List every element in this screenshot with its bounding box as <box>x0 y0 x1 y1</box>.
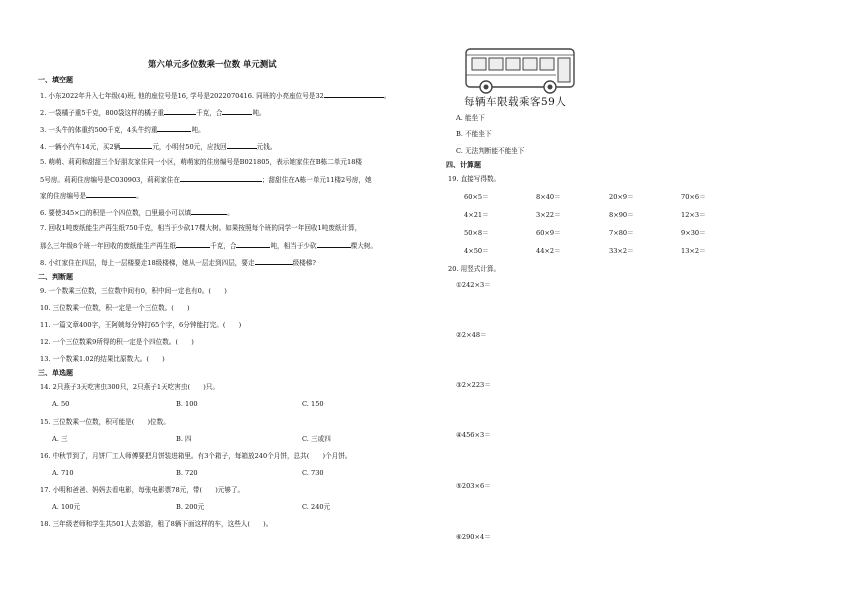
question-19: 19. 直接写得数。 <box>448 175 501 183</box>
option-b[interactable]: B. 不能坐下 <box>456 130 492 138</box>
answer-blank[interactable] <box>191 207 227 215</box>
option-b[interactable]: B. 100 <box>176 400 198 408</box>
question-7-end: 棵大树。 <box>350 242 377 250</box>
question-8-end: 级楼梯? <box>292 259 316 267</box>
question-5-text-2: 5号房。莉莉住房编号是C030903，莉莉家住在 <box>40 176 180 184</box>
question-9: 9. 一个数乘三位数，三位数中间有0，积中间一定也有0。( ) <box>40 287 227 295</box>
question-4-end: 元钱。 <box>256 143 277 151</box>
answer-blank[interactable] <box>157 124 191 132</box>
oral-calc-item: 70×6＝ <box>681 193 706 201</box>
oral-calc-item: 4×21＝ <box>464 211 489 219</box>
question-10: 10. 三位数乘一位数，积一定是一个三位数。( ) <box>40 304 190 312</box>
answer-blank[interactable] <box>222 107 252 115</box>
vertical-calc-item: ④456×3＝ <box>456 431 491 439</box>
oral-calc-item: 13×2＝ <box>681 247 706 255</box>
oral-calc-item: 9×30＝ <box>681 229 706 237</box>
answer-blank[interactable] <box>324 90 384 98</box>
question-15: 15. 三位数乘一位数，积可能是( )位数。 <box>40 418 170 426</box>
answer-blank[interactable] <box>180 174 262 182</box>
question-1-end: 。 <box>383 92 391 100</box>
section-heading-calculation: 四、计算题 <box>446 161 481 169</box>
option-c[interactable]: C. 150 <box>302 400 324 408</box>
question-11: 11. 一篇文章400字，王阿姨每分钟打65个字，6分钟能打完。( ) <box>40 321 242 329</box>
option-a[interactable]: A. 100元 <box>52 503 81 511</box>
question-2-text: 2. 一袋橘子重5千克，800袋这样的橘子重 <box>40 109 165 117</box>
option-a[interactable]: A. 710 <box>52 469 74 477</box>
answer-blank[interactable] <box>164 107 196 115</box>
answer-blank[interactable] <box>317 240 351 248</box>
question-4-text: 4. 一辆小汽车14元，买2辆 <box>40 143 121 151</box>
question-8 <box>40 257 316 267</box>
option-a[interactable]: A. 三 <box>52 435 68 443</box>
vertical-calc-item: ②2×48＝ <box>456 331 487 339</box>
option-b[interactable]: B. 四 <box>176 435 192 443</box>
question-3-end: 吨。 <box>191 126 205 134</box>
page-title: 第六单元多位数乘一位数 单元测试 <box>148 59 277 69</box>
question-7-text-3: 千克，合 <box>210 242 237 250</box>
question-5-line-3 <box>40 190 143 200</box>
vertical-calc-item: ③2×223＝ <box>456 381 491 389</box>
question-5-end: 。 <box>136 192 143 200</box>
vertical-calc-item: ⑥290×4＝ <box>456 533 491 541</box>
section-heading-multiple-choice: 三、单选题 <box>38 369 73 377</box>
oral-calc-item: 8×40＝ <box>536 193 561 201</box>
oral-calc-item: 50×8＝ <box>464 229 489 237</box>
oral-calc-item: 4×50＝ <box>464 247 489 255</box>
answer-blank[interactable] <box>86 190 136 198</box>
question-8-text: 8. 小红家住在四层，每上一层楼要走18级楼梯，她从一层走到四层，要走 <box>40 259 255 267</box>
question-5-line-2 <box>40 174 372 184</box>
question-17: 17. 小明和爸爸、妈妈去看电影，每张电影票78元，带( )元够了。 <box>40 486 245 494</box>
question-20: 20. 用竖式计算。 <box>448 265 501 273</box>
oral-calc-item: 12×3＝ <box>681 211 706 219</box>
question-2-mid: 千克，合 <box>196 109 223 117</box>
question-14: 14. 2只燕子3天吃害虫300只，2只燕子1天吃害虫( )只。 <box>40 383 219 391</box>
option-c[interactable]: C. 无法判断能不能坐下 <box>456 147 525 155</box>
answer-blank[interactable] <box>236 240 270 248</box>
option-c[interactable]: C. 三或四 <box>302 435 331 443</box>
oral-calc-item: 33×2＝ <box>609 247 634 255</box>
option-c[interactable]: C. 730 <box>302 469 324 477</box>
question-7-text-4: 吨，相当于少砍 <box>270 242 317 250</box>
question-4-mid: 元，小明付50元，应找回 <box>152 143 227 151</box>
question-3 <box>40 124 205 134</box>
question-7-text-2: 那么三年级8个班一年回收的废纸能生产再生纸 <box>40 242 177 250</box>
question-12: 12. 一个三位数乘9所得的积一定是个四位数。( ) <box>40 338 194 346</box>
option-a[interactable]: A. 能坐下 <box>456 114 485 122</box>
option-b[interactable]: B. 200元 <box>176 503 205 511</box>
question-18: 18. 三年级老师和学生共501人去郊游，租了8辆下面这样的车，这些人( )。 <box>40 520 273 528</box>
question-7 <box>40 224 361 232</box>
question-6 <box>40 207 234 217</box>
answer-blank[interactable] <box>120 141 152 149</box>
question-5 <box>40 158 362 166</box>
vertical-calc-item: ①242×3＝ <box>456 281 491 289</box>
question-5-text-3: ；甜甜住在A栋一单元11楼2号房，她 <box>261 176 372 184</box>
section-heading-fill-blank: 一、填空题 <box>38 76 73 84</box>
bus-caption: 每辆车限载乘客59人 <box>464 96 567 108</box>
answer-blank[interactable] <box>176 240 210 248</box>
question-7-line-2 <box>40 240 377 250</box>
oral-calc-item: 20×9＝ <box>609 193 634 201</box>
bus-icon <box>462 45 582 97</box>
option-c[interactable]: C. 240元 <box>302 503 331 511</box>
question-16: 16. 中秋节到了，月饼厂工人师傅要把月饼装进箱里。有3个箱子，每箱放240个月饼，总共( )个月饼。 <box>40 452 352 460</box>
oral-calc-item: 3×22＝ <box>536 211 561 219</box>
oral-calc-item: 60×9＝ <box>536 229 561 237</box>
question-6-end: 。 <box>227 209 234 217</box>
bus-illustration <box>462 45 582 97</box>
option-a[interactable]: A. 50 <box>52 400 70 408</box>
answer-blank[interactable] <box>255 257 293 265</box>
oral-calc-item: 7×80＝ <box>609 229 634 237</box>
question-1 <box>40 90 390 100</box>
question-7-text: 7. 回收1吨废纸能生产再生纸750千克，相当于少砍17棵大树。如果按照每个班的同学一年回收1吨废纸计算， <box>40 224 362 232</box>
question-13: 13. 一个数乘1.02的结果比原数大。( ) <box>40 355 165 363</box>
question-6-text: 6. 要使345×□的积是一个四位数，□里最小可以填 <box>40 209 192 217</box>
question-1-text: 1. 小东2022年升入七年级(4)班, 他的座位号是16, 学号是2022070416. 同班的小亮座位号是32 <box>40 92 324 100</box>
question-4 <box>40 141 276 151</box>
option-b[interactable]: B. 720 <box>176 469 198 477</box>
vertical-calc-item: ⑤203×6＝ <box>456 482 491 490</box>
question-5-text: 5. 萌萌、莉莉和甜甜三个好朋友家住同一小区，萌萌家的住房编号是B021805，表示她家住在B栋二单元18楼 <box>40 158 362 166</box>
section-heading-true-false: 二、判断题 <box>38 273 73 281</box>
question-2 <box>40 107 266 117</box>
question-3-text: 3. 一头牛的体重约500千克，4头牛约重 <box>40 126 158 134</box>
oral-calc-item: 44×2＝ <box>536 247 561 255</box>
oral-calc-item: 60×5＝ <box>464 193 489 201</box>
answer-blank[interactable] <box>227 141 257 149</box>
question-2-end: 吨。 <box>252 109 266 117</box>
oral-calc-item: 8×90＝ <box>609 211 634 219</box>
question-5-text-4: 家的住房编号是 <box>40 192 87 200</box>
